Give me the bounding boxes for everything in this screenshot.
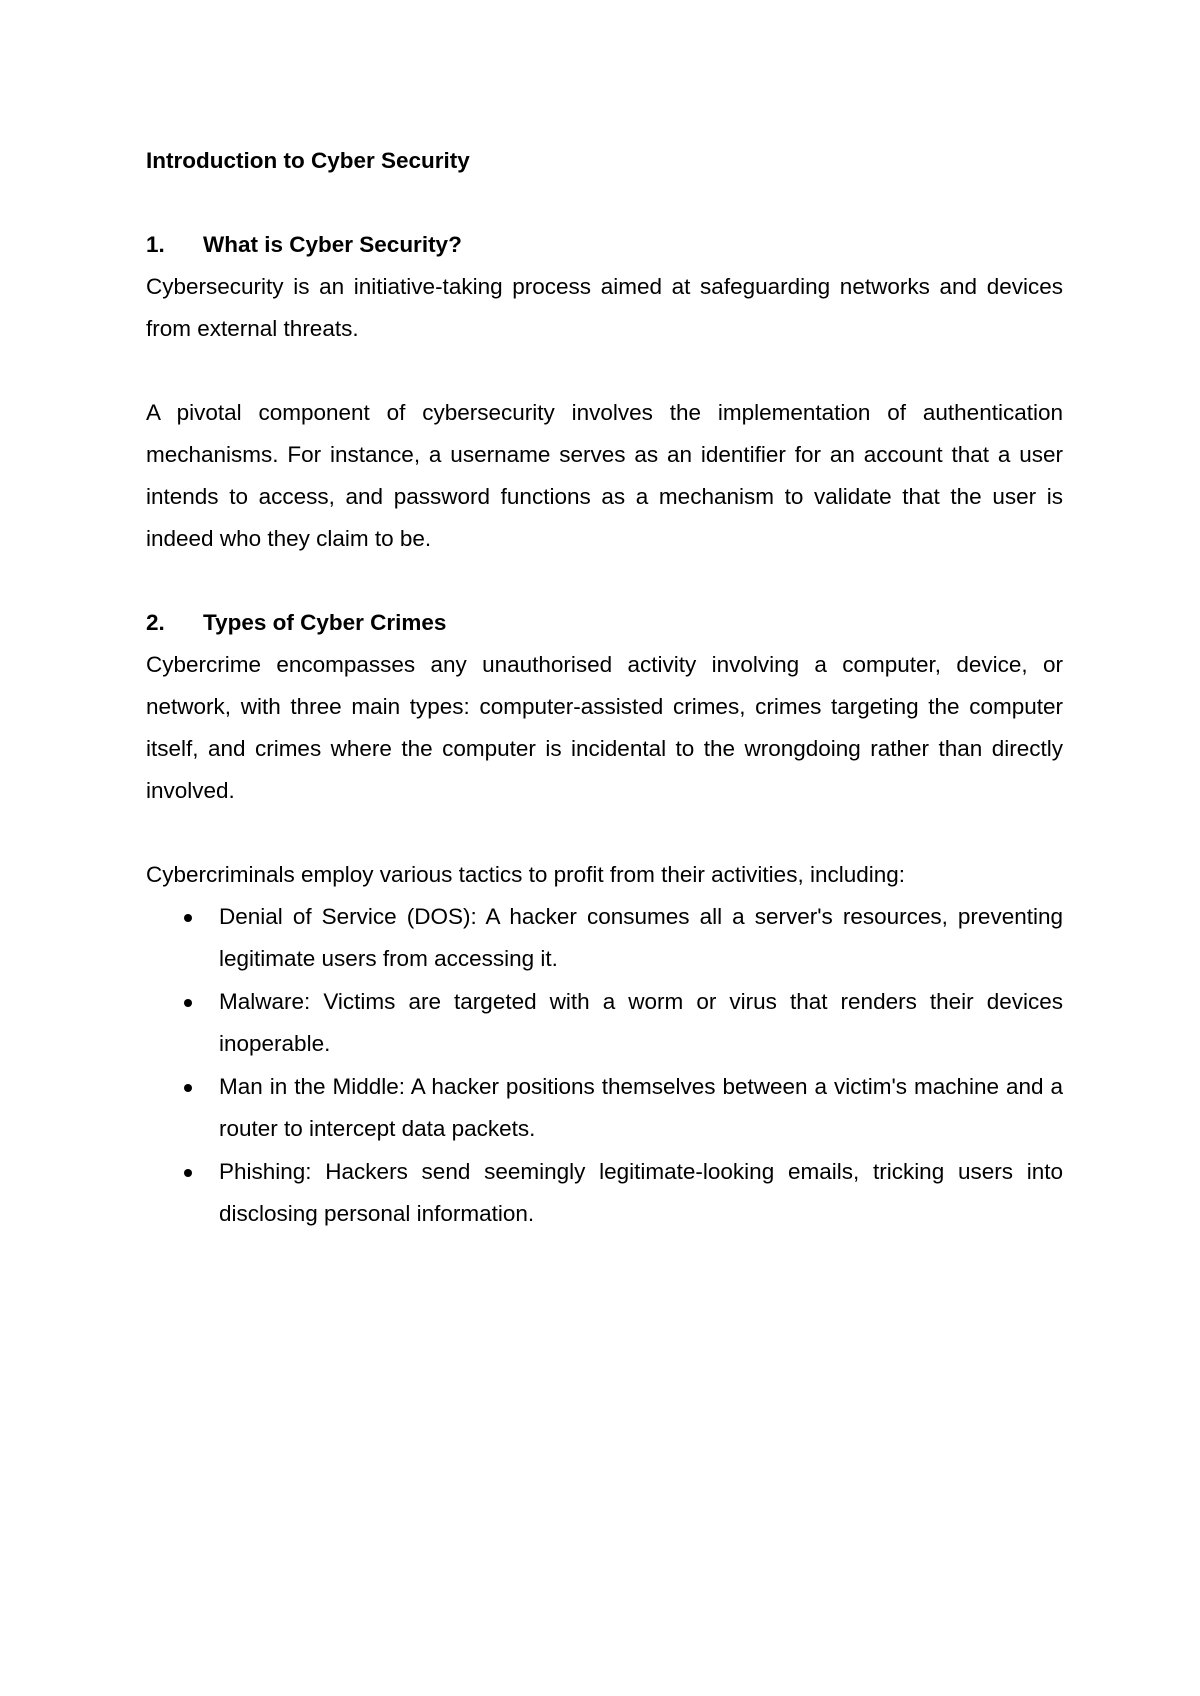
spacer	[146, 182, 1063, 224]
section-1-paragraph-1: Cybersecurity is an initiative-taking process aimed at safeguarding networks and devices from external threats.	[146, 274, 1063, 341]
list-item-text: Malware: Victims are targeted with a worm or virus that renders their devices inoperable.	[219, 989, 1063, 1056]
section-1-title: What is Cyber Security?	[203, 232, 462, 257]
list-item	[146, 1066, 1063, 1150]
document-body	[146, 140, 1063, 1236]
spacer	[146, 560, 1063, 602]
section-2-heading	[146, 602, 1063, 644]
list-item-text: Denial of Service (DOS): A hacker consumes all a server's resources, preventing legitimate users from accessing it.	[219, 904, 1063, 971]
tactics-list	[146, 896, 1063, 1235]
document-title: Introduction to Cyber Security	[146, 148, 470, 173]
list-item	[146, 896, 1063, 980]
bullet-icon	[184, 1169, 192, 1177]
section-1-number: 1.	[146, 232, 165, 257]
bullet-icon	[184, 1084, 192, 1092]
list-item-text: Man in the Middle: A hacker positions themselves between a victim's machine and a router to intercept data packets.	[219, 1074, 1063, 1141]
section-1-paragraph-2: A pivotal component of cybersecurity involves the implementation of authentication mechanisms. For instance, a username serves as an identifier for an account that a user intends to access, and password functions as a mechanism to validate that the user is indeed who they claim to be.	[146, 400, 1063, 551]
section-2-paragraph-1: Cybercrime encompasses any unauthorised activity involving a computer, device, or network, with three main types: computer-assisted crimes, crimes targeting the computer itself, and crimes where the computer is incidental to the wrongdoing rather than directly involved.	[146, 652, 1063, 803]
section-2-title: Types of Cyber Crimes	[203, 610, 447, 635]
bullet-icon	[184, 914, 192, 922]
section-1-heading	[146, 224, 1063, 266]
section-2-number: 2.	[146, 610, 165, 635]
section-2-paragraph-2: Cybercriminals employ various tactics to profit from their activities, including:	[146, 862, 906, 887]
spacer	[146, 812, 1063, 854]
bullet-icon	[184, 999, 192, 1007]
list-item	[146, 981, 1063, 1065]
list-item	[146, 1151, 1063, 1235]
spacer	[146, 350, 1063, 392]
list-item-text: Phishing: Hackers send seemingly legitimate-looking emails, tricking users into disclosing personal information.	[219, 1159, 1063, 1226]
